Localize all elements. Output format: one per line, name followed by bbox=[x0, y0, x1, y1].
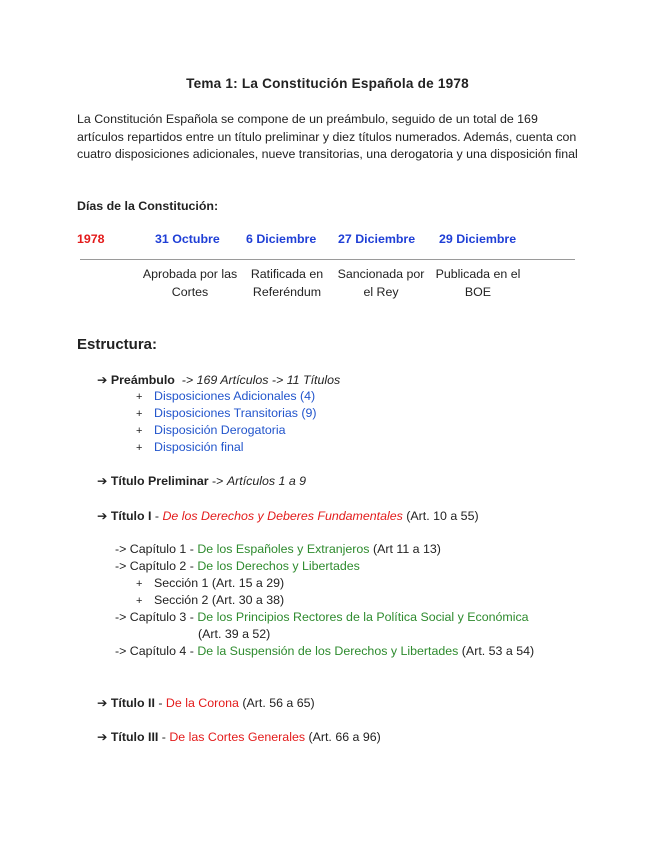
bullet-icon: + bbox=[136, 391, 143, 403]
capitulo-1-line bbox=[115, 542, 441, 556]
titulo3-name: De las Cortes Generales bbox=[169, 730, 306, 744]
titulo2-arts: (Art. 56 a 65) bbox=[238, 696, 315, 710]
arrow-icon: ➔ bbox=[97, 474, 108, 488]
date-desc-3-line2: el Rey bbox=[363, 285, 399, 299]
bullet-icon: + bbox=[136, 425, 143, 437]
titulo1-sep: - bbox=[151, 509, 163, 523]
titulo1-line bbox=[97, 508, 479, 523]
titulo3-arts: (Art. 66 a 96) bbox=[305, 730, 381, 744]
preambulo-detail: -> 169 Artículos -> 11 Títulos bbox=[181, 373, 341, 387]
date-desc-1-line2: Cortes bbox=[171, 285, 209, 299]
capitulo-3-name: De los Principios Rectores de la Política Social y Económica bbox=[197, 610, 529, 624]
capitulo-3-prefix: -> Capítulo 3 - bbox=[115, 610, 198, 624]
date-desc-4-line2: BOE bbox=[464, 285, 492, 299]
capitulo-2-name: De los Derechos y Libertades bbox=[197, 559, 360, 573]
preambulo-item-2: Disposiciones Transitorias (9) bbox=[154, 406, 317, 420]
year-label: 1978 bbox=[77, 232, 105, 246]
titulo1-label: Título I bbox=[110, 509, 152, 523]
capitulo-4-line bbox=[115, 644, 534, 658]
bullet-icon: + bbox=[136, 578, 143, 590]
preambulo-item-3: Disposición Derogatoria bbox=[154, 423, 286, 437]
capitulo-1-name: De los Españoles y Extranjeros bbox=[197, 542, 370, 556]
titulo2-name: De la Corona bbox=[165, 696, 239, 710]
capitulo-1-prefix: -> Capítulo 1 - bbox=[115, 542, 198, 556]
titulo1-name: De los Derechos y Deberes Fundamentales bbox=[162, 509, 403, 523]
preliminar-line bbox=[97, 473, 306, 488]
divider bbox=[80, 259, 575, 260]
preliminar-sep: -> bbox=[208, 474, 227, 488]
titulo2-sep: - bbox=[154, 696, 166, 710]
arrow-icon: ➔ bbox=[97, 509, 108, 523]
date-desc-2-line2: Referéndum bbox=[252, 285, 322, 299]
capitulo-4-prefix: -> Capítulo 4 - bbox=[115, 644, 198, 658]
titulo3-line bbox=[97, 729, 381, 744]
preambulo-item-4: Disposición final bbox=[154, 440, 244, 454]
page-title: Tema 1: La Constitución Española de 1978 bbox=[186, 76, 469, 91]
seccion-2: Sección 2 (Art. 30 a 38) bbox=[154, 593, 285, 607]
estructura-heading: Estructura: bbox=[77, 336, 158, 353]
preliminar-detail: Artículos 1 a 9 bbox=[226, 474, 307, 488]
date-desc-4 bbox=[432, 265, 524, 301]
dias-heading: Días de la Constitución: bbox=[77, 199, 219, 213]
capitulo-4-arts: (Art. 53 a 54) bbox=[458, 644, 535, 658]
date-2: 6 Diciembre bbox=[246, 232, 317, 246]
titulo1-arts: (Art. 10 a 55) bbox=[402, 509, 479, 523]
preambulo-label: Preámbulo bbox=[110, 373, 175, 387]
capitulo-2-prefix: -> Capítulo 2 - bbox=[115, 559, 198, 573]
date-3: 27 Diciembre bbox=[338, 232, 416, 246]
bullet-icon: + bbox=[136, 442, 143, 454]
capitulo-3-line bbox=[115, 610, 529, 624]
arrow-icon: ➔ bbox=[97, 373, 108, 387]
date-4: 29 Diciembre bbox=[439, 232, 517, 246]
arrow-icon: ➔ bbox=[97, 730, 108, 744]
bullet-icon: + bbox=[136, 595, 143, 607]
intro-paragraph: La Constitución Española se compone de un preámbulo, seguido de un total de 169 artículos repartidos entre un título preliminar y diez títulos numerados. Además, cuenta con cuatro disposiciones adicionales, nueve transitorias, una derogatoria y una disposición final bbox=[77, 112, 578, 161]
capitulo-4-name: De la Suspensión de los Derechos y Libertades bbox=[197, 644, 459, 658]
arrow-icon: ➔ bbox=[97, 696, 108, 710]
date-desc-1 bbox=[138, 265, 242, 301]
capitulo-2-line bbox=[115, 559, 360, 573]
date-desc-3-line1: Sancionada por bbox=[337, 267, 425, 281]
date-desc-3 bbox=[332, 265, 430, 301]
capitulo-1-arts: (Art 11 a 13) bbox=[369, 542, 441, 556]
date-1: 31 Octubre bbox=[155, 232, 220, 246]
titulo2-line bbox=[97, 695, 315, 710]
bullet-icon: + bbox=[136, 408, 143, 420]
date-desc-1-line1: Aprobada por las bbox=[142, 267, 238, 281]
preambulo-item-1: Disposiciones Adicionales (4) bbox=[154, 389, 316, 403]
titulo2-label: Título II bbox=[110, 696, 155, 710]
date-desc-2 bbox=[244, 265, 330, 301]
preambulo-line bbox=[97, 372, 340, 387]
date-desc-2-line1: Ratificada en bbox=[250, 267, 324, 281]
preliminar-label: Título Preliminar bbox=[110, 474, 209, 488]
titulo3-label: Título III bbox=[110, 730, 159, 744]
seccion-1: Sección 1 (Art. 15 a 29) bbox=[154, 576, 285, 590]
titulo3-sep: - bbox=[158, 730, 170, 744]
capitulo-3-arts-line: (Art. 39 a 52) bbox=[198, 627, 271, 641]
dates-row bbox=[0, 232, 655, 250]
date-desc-4-line1: Publicada en el bbox=[435, 267, 521, 281]
